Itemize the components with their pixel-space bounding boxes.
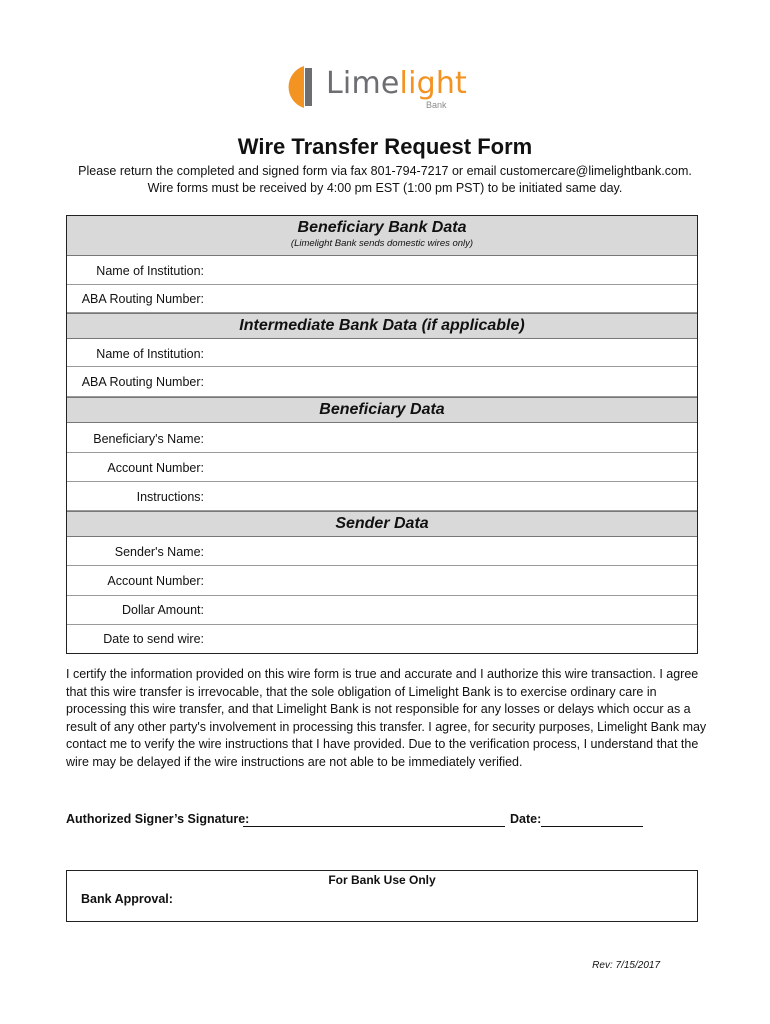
date-label: Date:	[510, 812, 542, 826]
field-label: ABA Routing Number:	[81, 292, 204, 306]
field-row-aba-routing[interactable]	[67, 285, 697, 313]
logo-word-lime: Lime	[326, 66, 400, 101]
field-label: ABA Routing Number:	[81, 375, 204, 389]
intro-line-2: Wire forms must be received by 4:00 pm EST (1:00 pm PST) to be initiated same day.	[147, 181, 623, 195]
section-title: Intermediate Bank Data (if applicable)	[239, 317, 525, 334]
section-header-beneficiary	[67, 397, 697, 423]
bank-use-title: For Bank Use Only	[328, 873, 436, 887]
field-row-beneficiary-account-number[interactable]	[67, 453, 697, 482]
field-label: Name of Institution:	[96, 347, 204, 361]
field-label: Account Number:	[107, 574, 204, 588]
field-label: Beneficiary's Name:	[93, 432, 204, 446]
revision-date: Rev: 7/15/2017	[592, 960, 660, 971]
intro-line-1: Please return the completed and signed form via fax 801-794-7217 or email customercare@limelightbank.com.	[78, 164, 692, 178]
field-row-institution-name[interactable]	[67, 256, 697, 285]
field-label: Date to send wire:	[103, 632, 204, 646]
field-label: Dollar Amount:	[122, 603, 204, 617]
field-row-intermediate-aba-routing[interactable]	[67, 367, 697, 397]
section-subtitle: (Limelight Bank sends domestic wires only)	[290, 238, 474, 249]
bank-use-only-box	[66, 870, 698, 922]
certification-statement: I certify the information provided on this wire form is true and accurate and I authorize this wire transaction. I agree that this wire transfer is irrevocable, that the sole obligation of Limelight Bank is to exercise ordinary care in processing this wire transfer, and that Limelight Bank is not responsible for any losses or delays which occur as a result of any other party's involvement in processing this transfer. I agree, for security purposes, Limelight Bank may contact me to verify the wire instructions that I have provided. Due to the verification process, I understand that the wire may be delayed if the wire instructions are not able to be immediately verified.	[66, 667, 707, 769]
field-label: Instructions:	[136, 490, 204, 504]
section-title: Sender Data	[335, 515, 429, 532]
field-label: Sender's Name:	[114, 545, 204, 559]
bank-approval-label: Bank Approval:	[81, 892, 173, 906]
logo-wordmark	[326, 66, 467, 101]
limelight-bank-logo	[286, 62, 466, 114]
section-header-sender	[67, 511, 697, 537]
signature-line[interactable]	[243, 826, 505, 827]
section-title: Beneficiary Data	[319, 401, 445, 418]
form-title: Wire Transfer Request Form	[237, 134, 533, 159]
limelight-logo-mark-icon	[286, 62, 322, 112]
section-header-intermediate-bank	[67, 313, 697, 339]
signature-label: Authorized Signer’s Signature:	[66, 812, 250, 826]
field-row-intermediate-institution-name[interactable]	[67, 339, 697, 367]
field-label: Name of Institution:	[96, 264, 204, 278]
logo-word-light: light	[399, 66, 468, 101]
section-header-beneficiary-bank	[67, 216, 697, 256]
field-row-date-to-send[interactable]	[67, 625, 697, 653]
section-title: Beneficiary Bank Data	[297, 219, 467, 236]
logo-bank-text: Bank	[426, 100, 447, 110]
field-row-dollar-amount[interactable]	[67, 596, 697, 625]
field-label: Account Number:	[107, 461, 204, 475]
field-row-beneficiary-name[interactable]	[67, 423, 697, 453]
field-row-instructions[interactable]	[67, 482, 697, 511]
field-row-sender-account-number[interactable]	[67, 566, 697, 596]
wire-form-table	[66, 215, 698, 654]
date-line[interactable]	[541, 826, 643, 827]
field-row-sender-name[interactable]	[67, 537, 697, 566]
